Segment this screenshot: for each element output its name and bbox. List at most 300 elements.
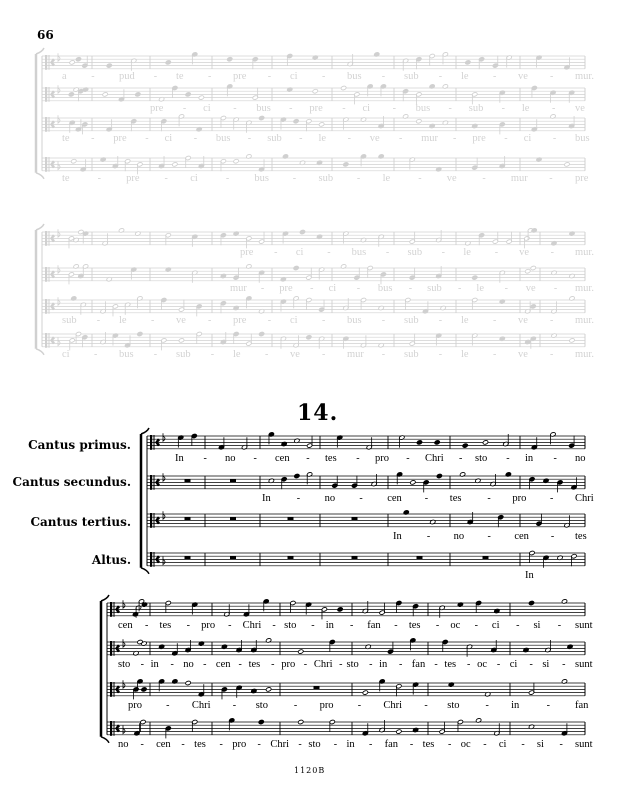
lyric-syllable: fan (367, 619, 381, 631)
lyric-hyphen: - (553, 452, 557, 464)
lyric-hyphen: - (369, 658, 373, 670)
note-head (71, 159, 77, 164)
note-head (298, 719, 304, 724)
rest-icon (230, 517, 236, 520)
c-clef-icon (49, 333, 50, 348)
lyric-hyphen: - (225, 172, 230, 184)
rest-icon (288, 517, 294, 520)
lyric-hyphen: - (91, 70, 95, 82)
lyric-hyphen: - (357, 699, 362, 711)
lyric-syllable: le (521, 102, 530, 114)
lyric-syllable: tes (159, 619, 172, 631)
c-clef-icon (154, 435, 155, 450)
lyric-hyphen: - (257, 738, 261, 750)
flat-sign-icon (163, 511, 165, 519)
lyric-hyphen: - (296, 492, 301, 504)
lyric-syllable: in (525, 452, 534, 464)
lyric-hyphen: - (203, 452, 207, 464)
lyric-hyphen: - (521, 738, 525, 750)
lyric-syllable: sto (308, 738, 321, 750)
lyric-syllable: no (183, 658, 194, 670)
lyric-syllable: ci (491, 619, 500, 631)
lyric-hyphen: - (166, 699, 170, 711)
lyric-syllable: mur. (575, 348, 594, 360)
note-head (319, 122, 325, 127)
lyric-syllable: pre (126, 172, 140, 184)
lyric-hyphen: - (267, 70, 272, 82)
lyric-hyphen: - (145, 619, 149, 631)
lyric-syllable: bus (347, 70, 362, 82)
lyric-hyphen: - (327, 246, 331, 258)
c-clef-icon (49, 267, 50, 282)
lyric-hyphen: - (447, 738, 452, 750)
note-head (102, 92, 108, 97)
c-clef-icon (150, 435, 152, 450)
lyric-syllable: oc (460, 738, 471, 750)
lyric-hyphen: - (210, 348, 215, 360)
lyric-syllable: sto (475, 452, 488, 464)
lyric-hyphen: - (299, 132, 303, 144)
lyric-hyphen: - (186, 619, 190, 631)
note-head (410, 480, 416, 485)
lyric-syllable: fan (384, 738, 399, 750)
lyric-hyphen: - (356, 452, 360, 464)
lyric-syllable: le (461, 70, 469, 82)
lyric-syllable: mur (510, 172, 528, 184)
lyric-syllable: pud (119, 70, 135, 82)
lyric-syllable: In (262, 492, 271, 504)
lyric-syllable: sto (255, 699, 268, 711)
flat-sign-icon (123, 639, 125, 647)
lyric-hyphen: - (322, 348, 326, 360)
lyric-hyphen: - (487, 530, 491, 542)
lyric-syllable: sub (407, 246, 423, 258)
lyric-syllable: pro (128, 699, 142, 711)
flat-sign-icon (58, 297, 60, 305)
lyric-syllable: Chri (191, 699, 211, 711)
rest-icon (288, 556, 294, 559)
note-head (343, 162, 349, 167)
lyric-hyphen: - (369, 738, 373, 750)
lyric-syllable: le (119, 314, 127, 326)
bracket-bottom-hook (36, 349, 44, 355)
lyric-syllable: in (346, 738, 355, 750)
lyric-syllable: pre (472, 132, 486, 144)
note-head (362, 690, 368, 695)
lyric-syllable: ve (575, 102, 585, 114)
lyric-syllable: pre (279, 282, 293, 294)
note-head (294, 473, 300, 478)
lyric-hyphen: - (228, 619, 232, 631)
lyric-syllable: tes (422, 738, 435, 750)
lyric-syllable: sto (284, 619, 297, 631)
lyric-hyphen: - (247, 132, 252, 144)
lyric-syllable: no (225, 452, 236, 464)
lyric-hyphen: - (153, 70, 158, 82)
lyric-hyphen: - (271, 658, 275, 670)
c-clef-icon (45, 87, 47, 102)
lyric-syllable: ci (362, 102, 371, 114)
lyric-hyphen: - (549, 172, 553, 184)
lyric-syllable: tes (575, 530, 587, 542)
lyric-hyphen: - (322, 314, 326, 326)
lyric-hyphen: - (310, 282, 314, 294)
lyric-syllable: sub (62, 314, 77, 326)
lyric-hyphen: - (333, 738, 338, 750)
lyric-syllable: tes (248, 658, 261, 670)
note-head (299, 229, 305, 234)
lyric-hyphen: - (408, 282, 413, 294)
lyric-hyphen: - (424, 492, 429, 504)
lyric-hyphen: - (516, 619, 520, 631)
note-head (75, 57, 81, 62)
lyric-hyphen: - (551, 102, 556, 114)
lyric-syllable: pre (233, 70, 247, 82)
lyric-hyphen: - (559, 738, 563, 750)
lyric-hyphen: - (140, 658, 144, 670)
piece-number: 14. (297, 400, 339, 426)
rest-icon (230, 479, 236, 482)
lyric-syllable: cen (156, 738, 171, 750)
note-head (137, 331, 143, 336)
lyric-hyphen: - (232, 699, 237, 711)
lyric-syllable: pro (201, 619, 216, 631)
voice-label-cantus-tertius: Cantus tertius. (30, 515, 131, 529)
rest-icon (417, 556, 423, 559)
voice-label-altus: Altus. (91, 553, 131, 567)
c-clef-icon (110, 721, 112, 736)
lyric-hyphen: - (91, 132, 95, 144)
rest-icon (185, 479, 191, 482)
lyric-hyphen: - (441, 246, 446, 258)
lyric-syllable: ci (509, 658, 518, 670)
lyric-syllable: sub (318, 172, 334, 184)
lyric-hyphen: - (458, 282, 462, 294)
rest-icon (352, 556, 358, 559)
lyric-hyphen: - (339, 658, 343, 670)
lyric-syllable: ve (176, 314, 186, 326)
lyric-hyphen: - (398, 658, 403, 670)
flat-sign-icon (123, 726, 125, 734)
lyric-syllable: mur. (575, 282, 594, 294)
c-clef-icon (45, 157, 47, 172)
lyric-syllable: sunt (575, 658, 593, 670)
note-head (530, 304, 536, 309)
c-clef-icon (114, 641, 115, 656)
note-head (434, 440, 440, 445)
lyric-syllable: te (62, 172, 70, 184)
lyric-hyphen: - (298, 738, 302, 750)
c-clef-icon (49, 87, 50, 102)
rest-icon (483, 556, 489, 559)
lyric-hyphen: - (504, 132, 508, 144)
lyric-syllable: in (511, 699, 520, 711)
lyric-syllable: mur (421, 132, 439, 144)
lyric-syllable: in (379, 658, 388, 670)
system-1-score (141, 428, 594, 581)
lyric-syllable: tes (325, 452, 337, 464)
lyric-syllable: tes (444, 658, 457, 670)
lyric-hyphen: - (434, 658, 438, 670)
flat-sign-icon (58, 115, 60, 123)
lyric-syllable: sto (346, 658, 359, 670)
lyric-hyphen: - (140, 738, 144, 750)
c-clef-icon (49, 55, 50, 70)
note-head (436, 473, 442, 478)
c-clef-icon (150, 552, 152, 567)
note-head (233, 159, 239, 164)
flat-sign-icon (163, 557, 165, 565)
lyric-syllable: te (62, 132, 70, 144)
note-head (259, 115, 265, 120)
lyric-hyphen: - (381, 70, 386, 82)
note-head (293, 265, 299, 270)
note-head (68, 92, 74, 97)
lyric-hyphen: - (322, 70, 326, 82)
lyric-hyphen: - (233, 102, 237, 114)
lyric-syllable: si (533, 619, 541, 631)
lyric-syllable: si (542, 658, 550, 670)
lyric-hyphen: - (467, 658, 471, 670)
lyric-syllable: ci (523, 132, 532, 144)
note-head (178, 338, 184, 343)
lyric-hyphen: - (253, 452, 257, 464)
lyric-hyphen: - (265, 348, 269, 360)
voice-label-cantus-primus: Cantus primus. (28, 438, 131, 452)
lyric-syllable: ci (498, 738, 507, 750)
lyric-syllable: pro (281, 658, 296, 670)
note-head (396, 729, 402, 734)
lyric-syllable: ci (190, 172, 198, 184)
lyric-syllable: ve (290, 348, 300, 360)
lyric-hyphen: - (392, 102, 396, 114)
bracket-top-hook (141, 428, 149, 434)
lyric-hyphen: - (424, 699, 428, 711)
lyric-hyphen: - (394, 619, 398, 631)
lyric-syllable: pre (575, 172, 589, 184)
lyric-syllable: ci (62, 348, 70, 360)
lyric-syllable: sub (404, 314, 419, 326)
lyric-syllable: le (382, 172, 391, 184)
lyric-syllable: ci (328, 282, 337, 294)
lyric-hyphen: - (306, 452, 310, 464)
note-head (306, 335, 312, 340)
lyric-hyphen: - (493, 314, 497, 326)
bracket-bottom-hook (141, 568, 149, 574)
note-head (259, 331, 265, 336)
lyric-syllable: mur. (575, 246, 594, 258)
lyric-hyphen: - (448, 102, 452, 114)
lyric-syllable: bus (119, 348, 134, 360)
lyric-hyphen: - (550, 348, 554, 360)
lyric-syllable: pre (233, 314, 247, 326)
flat-sign-icon (163, 473, 165, 481)
note-head (312, 89, 318, 94)
note-head (416, 119, 422, 124)
lyric-hyphen: - (487, 492, 491, 504)
c-clef-icon (150, 475, 152, 490)
lyric-hyphen: - (438, 70, 443, 82)
lyric-syllable: sub (427, 282, 442, 294)
lyric-hyphen: - (493, 348, 497, 360)
lyric-hyphen: - (347, 132, 351, 144)
faded-system-2 (36, 224, 594, 360)
lyric-hyphen: - (426, 530, 431, 542)
note-head (69, 60, 75, 65)
lyric-syllable: bus (377, 282, 393, 294)
bracket-top-hook (36, 224, 44, 230)
lyric-hyphen: - (96, 314, 101, 326)
lyric-syllable: cen (275, 452, 290, 464)
note-head (298, 649, 304, 654)
lyric-hyphen: - (381, 314, 386, 326)
lyric-syllable: le (461, 348, 469, 360)
lyric-hyphen: - (418, 172, 422, 184)
lyric-syllable: pre (113, 132, 127, 144)
lyric-syllable: ve (518, 348, 528, 360)
lyric-hyphen: - (97, 172, 101, 184)
lyric-syllable: cen (215, 658, 231, 670)
note-head (482, 440, 488, 445)
c-clef-icon (45, 333, 47, 348)
lyric-hyphen: - (557, 619, 562, 631)
note-head (172, 162, 178, 167)
lyric-syllable: le (318, 132, 327, 144)
lyric-syllable: si (536, 738, 544, 750)
lyric-hyphen: - (482, 172, 486, 184)
c-clef-icon (49, 231, 50, 246)
lyric-hyphen: - (356, 172, 361, 184)
lyric-syllable: Chri (425, 452, 444, 464)
c-clef-icon (45, 117, 47, 132)
lyric-syllable: sub (267, 132, 282, 144)
lyric-syllable: sunt (575, 619, 593, 631)
lyric-syllable: Chri (383, 699, 403, 711)
note-head (564, 162, 570, 167)
lyric-syllable: sub (176, 348, 191, 360)
lyric-hyphen: - (553, 282, 558, 294)
lyric-syllable: oc (450, 619, 461, 631)
rest-icon (314, 686, 320, 689)
lyric-hyphen: - (398, 132, 403, 144)
lyric-hyphen: - (193, 132, 198, 144)
lyric-syllable: ve (446, 172, 457, 184)
lyric-syllable: In (175, 452, 184, 464)
c-clef-icon (45, 55, 47, 70)
lyric-syllable: no (324, 492, 336, 504)
flat-sign-icon (58, 162, 60, 170)
lyric-hyphen: - (267, 314, 272, 326)
lyric-hyphen: - (260, 282, 265, 294)
lyric-hyphen: - (272, 619, 276, 631)
bracket-top-hook (101, 595, 109, 601)
lyric-syllable: In (393, 530, 402, 542)
note-head (141, 687, 147, 692)
flat-sign-icon (163, 433, 165, 441)
lyric-syllable: sto (447, 699, 460, 711)
lyric-syllable: a (62, 70, 67, 82)
lyric-syllable: oc (477, 658, 487, 670)
lyric-hyphen: - (504, 282, 508, 294)
lyric-hyphen: - (409, 738, 414, 750)
lyric-hyphen: - (550, 70, 554, 82)
lyric-syllable: fan (411, 658, 426, 670)
rest-icon (185, 556, 191, 559)
lyric-hyphen: - (493, 70, 497, 82)
lyric-hyphen: - (170, 658, 174, 670)
system-2-score (101, 595, 593, 750)
lyric-hyphen: - (501, 102, 505, 114)
lyric-syllable: pre (150, 102, 164, 114)
lyric-hyphen: - (311, 619, 315, 631)
lyric-syllable: pro (319, 699, 334, 711)
lyric-syllable: Chri (270, 738, 290, 750)
lyric-syllable: ci (290, 70, 298, 82)
note-head (106, 63, 112, 68)
lyric-syllable: cen (514, 530, 529, 542)
note-head (472, 275, 478, 280)
c-clef-icon (49, 299, 50, 314)
lyric-syllable: mur. (575, 70, 594, 82)
lyric-syllable: In (525, 569, 534, 581)
note-head (462, 443, 468, 448)
lyric-syllable: ve (525, 282, 536, 294)
c-clef-icon (49, 157, 50, 172)
lyric-syllable: mur (347, 348, 364, 360)
lyric-syllable: le (463, 246, 471, 258)
lyric-hyphen: - (292, 172, 297, 184)
lyric-syllable: bus (575, 132, 590, 144)
c-clef-icon (45, 231, 47, 246)
lyric-syllable: ci (164, 132, 173, 144)
voice-label-cantus-secundus: Cantus secundus. (12, 475, 131, 489)
footer-plate-number: 1120B (294, 766, 326, 775)
lyric-hyphen: - (356, 282, 361, 294)
lyric-syllable: mur (230, 282, 247, 294)
flat-sign-icon (123, 680, 125, 688)
lyric-hyphen: - (274, 246, 278, 258)
lyric-hyphen: - (203, 658, 207, 670)
lyric-syllable: bus (254, 172, 269, 184)
flat-sign-icon (58, 53, 60, 61)
lyric-syllable: pre (309, 102, 323, 114)
lyric-hyphen: - (562, 658, 566, 670)
lyric-hyphen: - (164, 172, 168, 184)
lyric-hyphen: - (303, 658, 308, 670)
lyric-syllable: no (118, 738, 129, 750)
lyric-syllable: no (575, 452, 586, 464)
lyric-hyphen: - (94, 348, 98, 360)
lyric-syllable: ve (369, 132, 380, 144)
note-head (341, 85, 347, 90)
c-clef-icon (114, 602, 115, 617)
lyric-syllable: tes (408, 619, 421, 631)
lyric-hyphen: - (219, 738, 223, 750)
lyric-hyphen: - (406, 452, 410, 464)
c-clef-icon (154, 475, 155, 490)
lyric-syllable: Chri (575, 492, 594, 504)
lyric-syllable: ve (518, 70, 528, 82)
lyric-hyphen: - (494, 246, 499, 258)
lyric-hyphen: - (506, 452, 510, 464)
note-head (569, 338, 575, 343)
page-number: 66 (37, 28, 54, 42)
note-head (266, 687, 272, 692)
lyric-hyphen: - (474, 619, 478, 631)
lyric-hyphen: - (238, 658, 242, 670)
lyric-hyphen: - (552, 132, 557, 144)
bracket-bottom-hook (101, 737, 109, 743)
